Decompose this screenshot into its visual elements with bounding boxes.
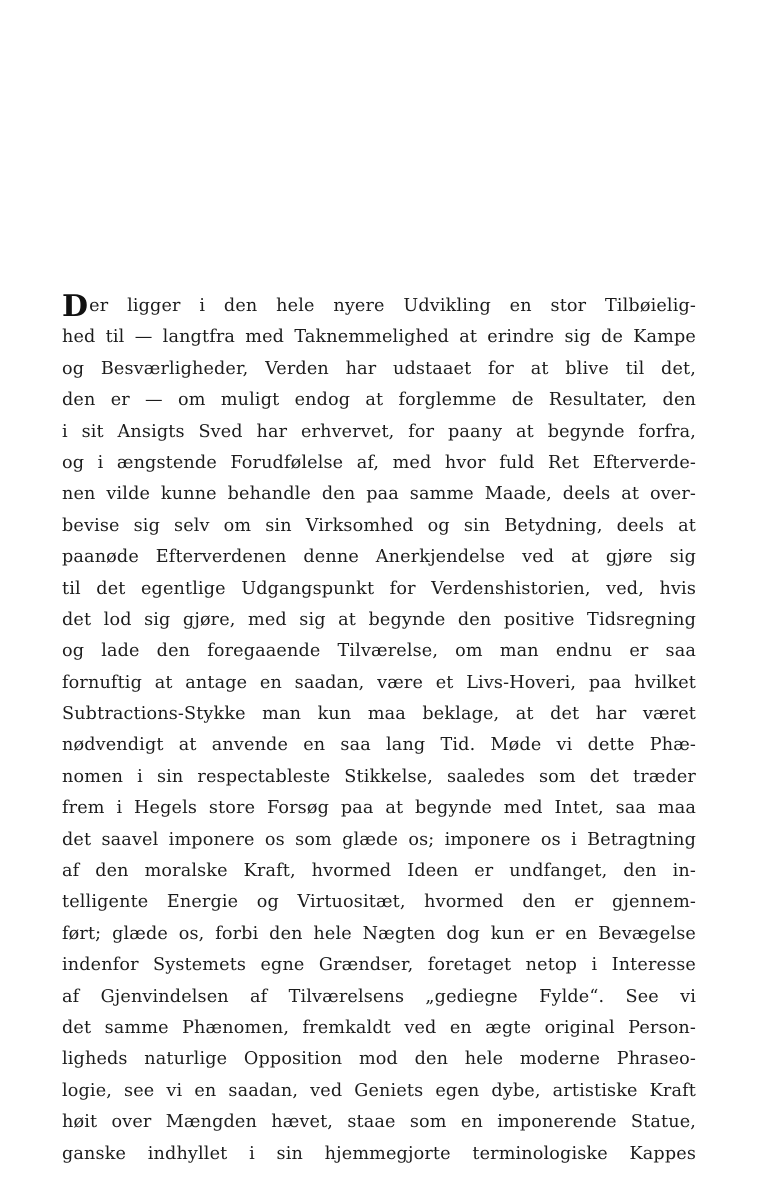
text-line: telligente Energie og Virtuositæt, hvormed den er gjennem- (62, 892, 696, 913)
text-line: og lade den foregaaende Tilværelse, om man endnu er saa (62, 641, 696, 662)
text-line: i sit Ansigts Sved har erhvervet, for paany at begynde forfra, (62, 421, 696, 442)
text-line: indenfor Systemets egne Grændser, foretaget netop i Interesse (62, 955, 696, 976)
text-line: høit over Mængden hævet, staae som en imponerende Statue, (62, 1112, 696, 1133)
initial-letter: D (62, 289, 89, 324)
text-line: til det egentlige Udgangspunkt for Verdenshistorien, ved, hvis (62, 578, 696, 599)
text-line: ganske indhyllet i sin hjemmegjorte terminologiske Kappes (62, 1143, 696, 1164)
text-line: af Gjenvindelsen af Tilværelsens „gediegne Fylde“. See vi (62, 986, 696, 1007)
text-line: hed til — langtfra med Taknemmelighed at erindre sig de Kampe (62, 327, 696, 348)
text-line: fornuftig at antage en saadan, være et Livs-Hoveri, paa hvilket (62, 672, 696, 693)
paragraph-text (62, 291, 696, 1170)
text-line: frem i Hegels store Forsøg paa at begynde med Intet, saa maa (62, 798, 696, 819)
text-line: og Besværligheder, Verden har udstaaet for at blive til det, (62, 358, 696, 379)
text-line: og i ængstende Forudfølelse af, med hvor fuld Ret Efterverde- (62, 452, 696, 473)
text-line: Subtractions-Stykke man kun maa beklage, at det har været (62, 704, 696, 725)
text-line: det samme Phænomen, fremkaldt ved en ægte original Person- (62, 1017, 696, 1038)
text-line: af den moralske Kraft, hvormed Ideen er undfanget, den in- (62, 861, 696, 882)
text-line (62, 291, 696, 322)
text-line: ført; glæde os, forbi den hele Nægten dog kun er en Bevægelse (62, 923, 696, 944)
text-line: ligheds naturlige Opposition mod den hele moderne Phraseo- (62, 1049, 696, 1070)
text-line: nomen i sin respectableste Stikkelse, saaledes som det træder (62, 766, 696, 787)
text-line: den er — om muligt endog at forglemme de Resultater, den (62, 390, 696, 411)
text-line: logie, see vi en saadan, ved Geniets egen dybe, artistiske Kraft (62, 1080, 696, 1101)
text-line: nødvendigt at anvende en saa lang Tid. Møde vi dette Phæ- (62, 735, 696, 756)
text-line: nen vilde kunne behandle den paa samme Maade, deels at over- (62, 484, 696, 505)
text-line: det saavel imponere os som glæde os; imponere os i Betragtning (62, 829, 696, 850)
text-line: bevise sig selv om sin Virksomhed og sin Betydning, deels at (62, 515, 696, 536)
text-line: det lod sig gjøre, med sig at begynde den positive Tidsregning (62, 609, 696, 630)
text-line-rest: er ligger i den hele nyere Udvikling en stor Tilbøielig- (89, 296, 696, 316)
text-line: paanøde Efterverdenen denne Anerkjendelse ved at gjøre sig (62, 547, 696, 568)
